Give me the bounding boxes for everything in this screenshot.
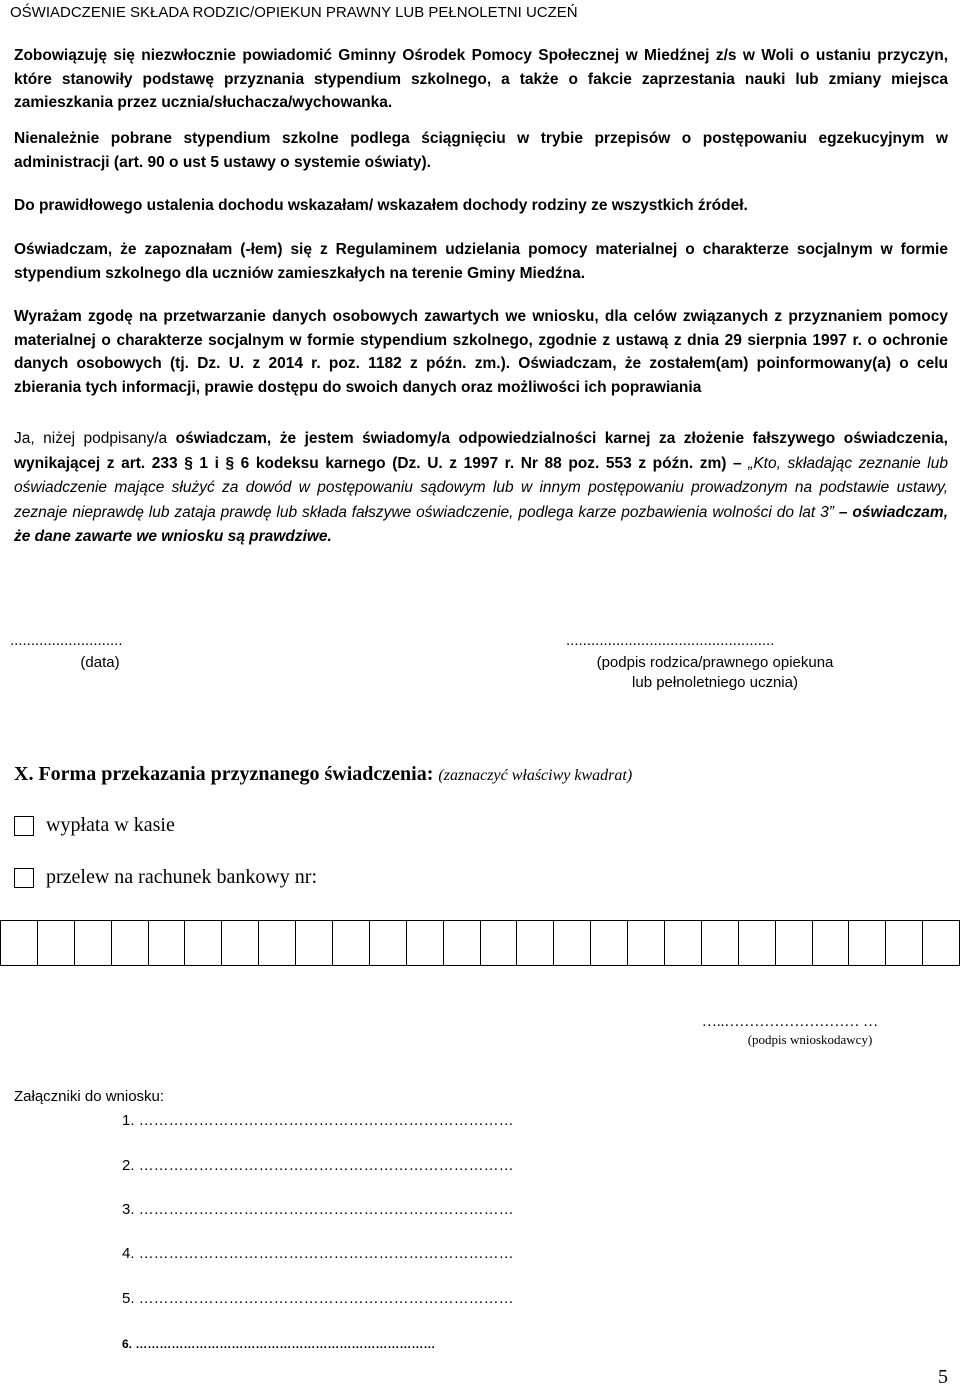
checkbox-transfer[interactable] [14, 868, 34, 888]
account-digit-cell[interactable] [443, 921, 480, 965]
account-digit-cell[interactable] [775, 921, 812, 965]
section-x-title [14, 763, 632, 786]
form-header: OŚWIADCZENIE SKŁADA RODZIC/OPIEKUN PRAWNY LUB PEŁNOLETNI UCZEŃ [10, 4, 578, 21]
parent-signature-label-2: lub pełnoletniego ucznia) [632, 674, 798, 691]
option-transfer-label: przelew na rachunek bankowy nr: [46, 866, 317, 888]
page-number: 5 [938, 1366, 948, 1388]
attachment-line-1: 1. ………………………………………………………………… [122, 1112, 514, 1129]
attachment-line-6: 6. ………………………………………………………………… [122, 1337, 436, 1351]
account-digit-cell[interactable] [480, 921, 517, 965]
account-digit-cell[interactable] [369, 921, 406, 965]
account-digit-cell[interactable] [885, 921, 922, 965]
account-digit-cell[interactable] [922, 921, 960, 965]
attachment-line-3: 3. ………………………………………………………………… [122, 1201, 514, 1218]
account-digit-cell[interactable] [627, 921, 664, 965]
applicant-signature-dots: …..……………………… … [701, 1014, 879, 1030]
bank-account-grid [0, 920, 960, 966]
date-dots: ........................... [10, 632, 123, 649]
account-digit-cell[interactable] [812, 921, 849, 965]
account-digit-cell[interactable] [590, 921, 627, 965]
account-digit-cell[interactable] [258, 921, 295, 965]
repayment-paragraph: Nienależnie pobrane stypendium szkolne podlega ściągnięciu w trybie przepisów o postępowaniu egzekucyjnym w administracji (art. 90 o ust 5 ustawy o systemie oświaty). [14, 130, 948, 171]
account-digit-cell[interactable] [664, 921, 701, 965]
applicant-signature-label: (podpis wnioskodawcy) [747, 1032, 873, 1047]
section-x-note: (zaznaczyć właściwy kwadrat) [438, 767, 633, 784]
account-digit-cell[interactable] [553, 921, 590, 965]
account-digit-cell[interactable] [74, 921, 111, 965]
data-consent-paragraph: Wyrażam zgodę na przetwarzanie danych osobowych zawartych we wniosku, dla celów związanych z przyznaniem pomocy materialnej o charakterze socjalnym w formie stypendium szkolnego, zgodnie z ustawą z dnia 29 sierpnia 1997 r. o ochronie danych osobowych (tj. Dz. U. z 2014 r. poz. 1182 z późn. zm.). Oświadczam, że zostałem(am) poinformowany(a) o celu zbierania tych informacji, prawie dostępu do swoich danych oraz możliwości ich poprawiania [14, 308, 948, 396]
account-digit-cell[interactable] [701, 921, 738, 965]
account-digit-cell[interactable] [148, 921, 185, 965]
regulation-paragraph: Oświadczam, że zapoznałam (-łem) się z Regulaminem udzielania pomocy materialnej o charakterze socjalnym w formie stypendium szkolnego dla uczniów zamieszkałych na terenie Gminy Miedźna. [14, 241, 948, 282]
attachments-title: Załączniki do wniosku: [14, 1088, 165, 1105]
checkbox-cash[interactable] [14, 816, 34, 836]
account-digit-cell[interactable] [221, 921, 258, 965]
section-x-heading: X. Forma przekazania przyznanego świadczenia: [14, 763, 434, 785]
date-label: (data) [80, 654, 120, 671]
attachment-line-2: 2. ………………………………………………………………… [122, 1157, 514, 1174]
option-cash[interactable] [14, 814, 175, 837]
parent-signature-dots: .................................................. [566, 632, 775, 649]
liability-paragraph [14, 427, 948, 550]
option-transfer[interactable] [14, 866, 317, 889]
account-digit-cell[interactable] [184, 921, 221, 965]
liability-bold: oświadczam, że jestem świadomy/a odpowiedzialności karnej za złożenie fałszywego oświadczenia, wynikającej z art. 233 § 1 i § 6 kodeksu karnego (Dz. U. z 1997 r. Nr 88 poz. 553 z późn. zm) – [14, 430, 948, 472]
liability-quote: „Kto, składając zeznanie lub oświadczenie mające służyć za dowód w postępowaniu sądowym lub w innym postępowaniu prowadzonym na podstawie ustawy, zeznaje nieprawdę lub zataja prawdę lub składa fałszywe oświadczenie, podlega karze pozbawienia wolności do lat 3” [14, 454, 948, 521]
attachment-line-4: 4. ………………………………………………………………… [122, 1245, 514, 1262]
parent-signature-label-1: (podpis rodzica/prawnego opiekuna [596, 654, 834, 671]
liability-lead: Ja, niżej podpisany/a [14, 430, 176, 447]
account-digit-cell[interactable] [406, 921, 443, 965]
account-digit-cell[interactable] [516, 921, 553, 965]
liability-end: – oświadczam, że dane zawarte we wniosku są prawdziwe. [14, 503, 948, 545]
attachment-line-5: 5. ………………………………………………………………… [122, 1290, 514, 1307]
obligation-paragraph: Zobowiązuję się niezwłocznie powiadomić Gminny Ośrodek Pomocy Społecznej w Miedźnej z/s w Woli o ustaniu przyczyn, które stanowiły podstawę przyznania stypendium szkolnego, a także o fakcie zaprzestania nauki lub zmiany miejsca zamieszkania przez ucznia/słuchacza/wychowanka. [14, 47, 948, 111]
account-digit-cell[interactable] [738, 921, 775, 965]
account-digit-cell[interactable] [0, 921, 37, 965]
account-digit-cell[interactable] [848, 921, 885, 965]
account-digit-cell[interactable] [111, 921, 148, 965]
account-digit-cell[interactable] [332, 921, 369, 965]
option-cash-label: wypłata w kasie [46, 814, 175, 836]
income-declaration-paragraph: Do prawidłowego ustalenia dochodu wskazałam/ wskazałem dochody rodziny ze wszystkich źródeł. [14, 197, 748, 214]
account-digit-cell[interactable] [37, 921, 74, 965]
account-digit-cell[interactable] [295, 921, 332, 965]
